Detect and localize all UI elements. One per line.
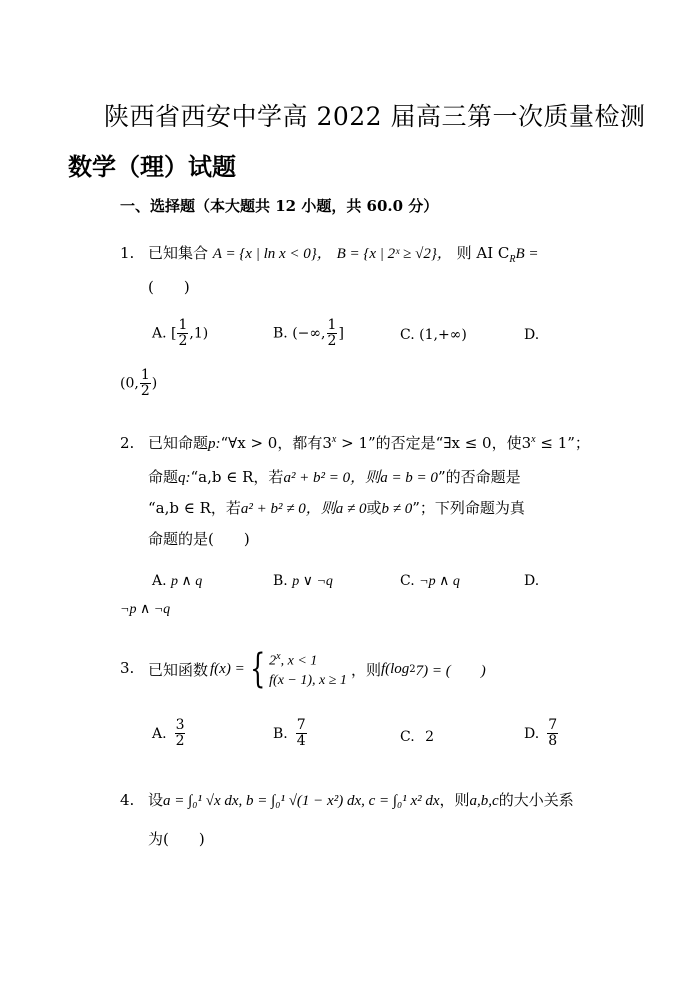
q2-math: 3	[322, 434, 332, 452]
case-text: , x < 1	[280, 653, 318, 669]
option-text: 2	[425, 729, 435, 745]
q4-stem	[148, 789, 574, 810]
q2-text: “∀x > 0，都有	[220, 434, 323, 452]
option-text: )	[151, 375, 158, 392]
q2-text: ”的否命题是	[437, 468, 521, 486]
denominator: 2	[175, 733, 185, 749]
q3-option-c[interactable]	[400, 729, 434, 745]
option-text: ¬p ∧ q	[419, 574, 460, 589]
numerator: 7	[296, 717, 306, 733]
fraction	[177, 318, 188, 349]
fraction	[327, 318, 338, 349]
option-text: [	[171, 325, 177, 342]
question-number: 1.	[120, 244, 135, 262]
option-label: B.	[273, 325, 288, 342]
q2-text: ”；下列命题为真	[412, 499, 525, 517]
q2-math: a² + b² = 0，则	[283, 470, 381, 486]
option-label: A.	[152, 325, 167, 342]
q2-option-c[interactable]	[400, 573, 460, 590]
question-1-stem	[148, 242, 539, 265]
option-label: B.	[273, 573, 288, 589]
option-label: B.	[273, 725, 288, 742]
option-label: C.	[400, 729, 415, 745]
q2-sup: x	[331, 434, 337, 445]
q2-option-d-content[interactable]: ¬p ∧ ¬q	[120, 602, 171, 617]
case-2: f(x − 1), x ≥ 1	[269, 673, 347, 689]
q1-set-a: A = {x | ln x < 0}，	[212, 246, 332, 262]
q2-math: 3	[521, 434, 532, 452]
q1-sub-r: R	[509, 254, 516, 265]
option-label: A.	[152, 573, 167, 589]
numerator: 1	[140, 367, 150, 383]
q3-call: f(log	[380, 660, 410, 677]
q2-prop-p: p:	[208, 436, 221, 452]
q2-math: a = b = 0	[380, 470, 438, 486]
q3-option-d[interactable]	[524, 718, 559, 749]
q1-option-c[interactable]	[400, 327, 467, 343]
fraction	[547, 718, 558, 749]
option-text: (0,	[120, 375, 139, 392]
q2-text: ≤ 1”；	[535, 434, 590, 452]
denominator: 2	[140, 383, 150, 399]
q2-sup: x	[531, 434, 536, 445]
option-text: (−∞,	[292, 325, 326, 342]
question-number: 4.	[120, 791, 135, 809]
numerator: 7	[548, 717, 558, 733]
q1-text: 已知集合	[148, 244, 209, 262]
q2-math: b ≠ 0	[381, 501, 413, 517]
numerator: 3	[175, 717, 185, 733]
option-text: ,1)	[189, 325, 209, 342]
question-number: 3.	[120, 659, 135, 677]
denominator: 2	[327, 333, 337, 349]
q1-text-c: B =	[515, 246, 539, 262]
q2-line-3	[148, 497, 525, 518]
option-label: D.	[524, 725, 540, 742]
fraction	[175, 718, 186, 749]
q1-option-a[interactable]	[152, 318, 208, 349]
q3-text: 已知函数	[148, 660, 209, 679]
q3-call: 7) = ( )	[415, 662, 486, 679]
q2-text: 或	[366, 499, 382, 517]
numerator: 1	[178, 317, 188, 333]
option-text: ]	[338, 325, 344, 342]
question-number: 2.	[120, 434, 135, 452]
q4-line-2: 为( )	[148, 830, 205, 848]
q1-set-b: B = {x | 2ˣ ≥ √2}，	[336, 246, 452, 262]
q2-text: “a,b ∈ R，若	[148, 499, 241, 517]
q1-option-d[interactable]	[524, 327, 539, 343]
q4-expression: a = ∫₀¹ √x dx, b = ∫₀¹ √(1 − x²) dx, c = ∫₀¹ x² dx	[163, 793, 440, 809]
denominator: 8	[548, 733, 558, 749]
option-text: (1,+∞)	[419, 327, 467, 343]
left-brace: {	[249, 646, 266, 692]
q2-math: a ≠ 0	[335, 501, 367, 517]
option-label: C.	[400, 327, 415, 343]
q1-answer-paren: ( )	[148, 278, 190, 296]
case-text: 2	[269, 653, 277, 669]
denominator: 4	[296, 733, 306, 749]
q3-sub: 2	[409, 663, 416, 675]
q2-text: “a,b ∈ R，若	[190, 468, 284, 486]
exam-title: 陕西省西安中学高 2022 届高三第一次质量检测	[104, 102, 646, 131]
option-label: D.	[524, 573, 540, 589]
q4-variables: a,b,c	[469, 793, 499, 809]
q2-line-2	[148, 466, 521, 487]
piecewise-cases	[269, 647, 347, 692]
case-1	[269, 647, 347, 672]
section-header: 一、选择题（本大题共 12 小题，共 60.0 分）	[120, 197, 439, 215]
option-label: D.	[524, 327, 540, 343]
q1-option-b[interactable]	[273, 318, 344, 349]
fraction	[140, 368, 151, 399]
q1-text-b: 则 AI C	[456, 244, 510, 262]
q3-function: f(x) =	[210, 660, 245, 677]
q2-text: 命题	[148, 468, 179, 486]
q3-option-a[interactable]	[152, 718, 186, 749]
q2-line-4: 命题的是( )	[148, 530, 250, 548]
q2-line-1	[148, 432, 590, 453]
option-label: C.	[400, 573, 415, 589]
q3-text: ，则	[350, 660, 381, 679]
q2-option-b[interactable]	[273, 573, 333, 590]
q2-option-d[interactable]	[524, 573, 539, 589]
option-text: p ∨ ¬q	[292, 574, 333, 589]
q4-text: 的大小关系	[498, 791, 574, 809]
q2-text: > 1”的否定是“∃x ≤ 0，使	[336, 434, 522, 452]
q2-option-a[interactable]	[152, 573, 202, 590]
denominator: 2	[178, 333, 188, 349]
exam-subtitle: 数学（理）试题	[68, 152, 236, 181]
q3-stem	[148, 643, 486, 695]
option-text: p ∧ q	[171, 574, 203, 589]
q2-math: a² + b² ≠ 0，则	[240, 501, 336, 517]
q3-option-b[interactable]	[273, 718, 308, 749]
q4-text: 设	[148, 791, 164, 809]
fraction	[296, 718, 307, 749]
q4-text: ，则	[439, 791, 470, 809]
q1-option-d-content[interactable]	[120, 368, 157, 399]
q2-text: 已知命题	[148, 434, 209, 452]
option-label: A.	[152, 725, 167, 742]
case-sup: x	[276, 650, 281, 662]
numerator: 1	[327, 317, 337, 333]
q2-prop-q: q:	[178, 470, 191, 486]
